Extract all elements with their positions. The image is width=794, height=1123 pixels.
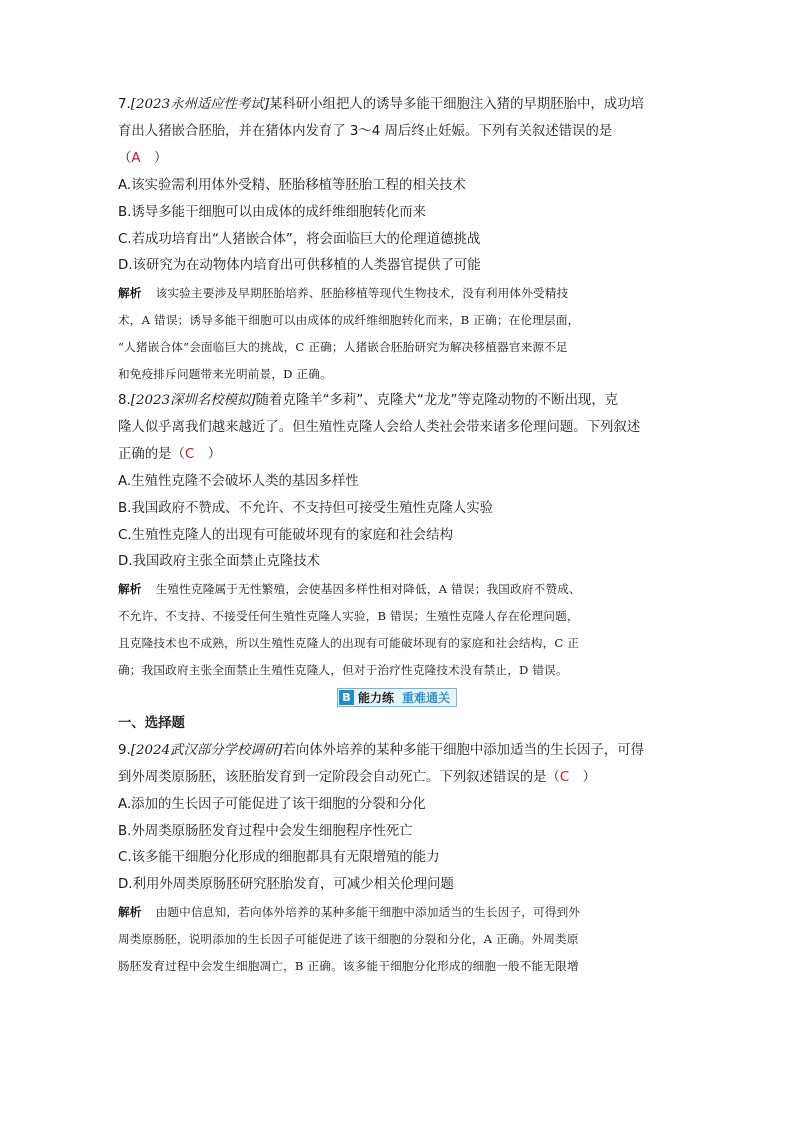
option-b: B.外周类原肠胚发育过程中会发生细胞程序性死亡 <box>118 823 413 839</box>
explanation-line: 和免疫排斥问题带来光明前景，D 正确。 <box>118 367 332 382</box>
document-page <box>118 92 676 980</box>
option-a: A.该实验需利用体外受精、胚胎移植等胚胎工程的相关技术 <box>118 177 466 193</box>
explanation-line: 术，A 错误；诱导多能干细胞可以由成体的成纤维细胞转化而来，B 正确；在伦理层面， <box>118 313 580 328</box>
question-source: [2023深圳名校模拟] <box>130 392 256 408</box>
option-c: C.生殖性克隆人的出现有可能破坏现有的家庭和社会结构 <box>118 527 453 543</box>
explanation-line: 确；我国政府主张全面禁止生殖性克隆人，但对于治疗性克隆技术没有禁止，D 错误。 <box>118 663 568 678</box>
level-badge: B <box>339 690 354 705</box>
answer-line: （A ） <box>118 150 168 166</box>
question-stem: 育出人猪嵌合胚胎，并在猪体内发育了 3～4 周后终止妊娠。下列有关叙述错误的是 <box>118 123 613 139</box>
question-stem: 7.[2023永州适应性考试]某科研小组把人的诱导多能干细胞注入猪的早期胚胎中，成功培 <box>118 97 644 112</box>
option-a: A.生殖性克隆不会破坏人类的基因多样性 <box>118 473 359 489</box>
explanation-line: 不允许、不支持、不接受任何生殖性克隆人实验，B 错误；生殖性克隆人存在伦理问题， <box>118 609 579 624</box>
option-c: C.若成功培育出“人猪嵌合体”，将会面临巨大的伦理道德挑战 <box>118 231 481 247</box>
option-d: D.我国政府主张全面禁止克隆技术 <box>118 554 321 570</box>
option-d: D.利用外周类原肠胚研究胚胎发育，可减少相关伦理问题 <box>118 877 454 893</box>
section-banner <box>118 684 676 711</box>
explanation-line: 肠胚发育过程中会发生细胞凋亡，B 正确。该多能干细胞分化形成的细胞一般不能无限增 <box>118 959 579 974</box>
ability-practice-banner <box>337 688 457 707</box>
question-7 <box>118 92 676 388</box>
answer-letter: A <box>131 150 141 166</box>
question-8 <box>118 388 676 684</box>
option-b: B.诱导多能干细胞可以由成体的成纤维细胞转化而来 <box>118 204 427 220</box>
option-b: B.我国政府不赞成、不允许、不支持但可接受生殖性克隆人实验 <box>118 500 493 516</box>
explanation-line: 周类原肠胚，说明添加的生长因子可能促进了该干细胞的分裂和分化，A 正确。外周类原 <box>118 932 579 947</box>
question-9 <box>118 738 676 980</box>
question-stem: 9.[2024武汉部分学校调研]若向体外培养的某种多能干细胞中添加适当的生长因子，可得 <box>118 742 644 758</box>
explanation-line: 解析 由题中信息知，若向体外培养的某种多能干细胞中添加适当的生长因子，可得到外 <box>118 905 581 920</box>
answer-line: 正确的是（C ） <box>118 446 222 462</box>
question-stem: 隆人似乎离我们越来越近了。但生殖性克隆人会给人类社会带来诸多伦理问题。下列叙述 <box>118 419 641 435</box>
option-c: C.该多能干细胞分化形成的细胞都具有无限增殖的能力 <box>118 850 440 866</box>
option-a: A.添加的生长因子可能促进了该干细胞的分裂和分化 <box>118 796 426 812</box>
section-title: 一、选择题 <box>118 715 185 731</box>
question-source: [2023永州适应性考试] <box>130 97 270 112</box>
explanation-line: 解析 该实验主要涉及早期胚胎培养、胚胎移植等现代生物技术，没有利用体外受精技 <box>118 286 569 301</box>
banner-subtitle: 重难通关 <box>402 690 451 705</box>
explanation-line: “人猪嵌合体”会面临巨大的挑战，C 正确；人猪嵌合胚胎研究为解决移植器官来源不足 <box>118 340 568 355</box>
answer-line: 到外周类原肠胚，该胚胎发育到一定阶段会自动死亡。下列叙述错误的是（C ） <box>118 769 597 785</box>
explanation-label: 解析 <box>118 582 142 597</box>
answer-letter: C <box>184 446 195 462</box>
explanation-label: 解析 <box>118 905 142 920</box>
option-d: D.该研究为在动物体内培育出可供移植的人类器官提供了可能 <box>118 258 481 274</box>
explanation-line: 解析 生殖性克隆属于无性繁殖，会使基因多样性相对降低，A 错误；我国政府不赞成、 <box>118 582 581 597</box>
question-stem: 8.[2023深圳名校模拟]随着克隆羊“多莉”、克隆犬“龙龙”等克隆动物的不断出现，克 <box>118 392 619 408</box>
explanation-line: 且克隆技术也不成熟，所以生殖性克隆人的出现有可能破坏现有的家庭和社会结构，C 正 <box>118 636 580 651</box>
question-source: [2024武汉部分学校调研] <box>130 742 283 758</box>
answer-letter: C <box>559 769 570 785</box>
banner-title: 能力练 <box>357 690 394 705</box>
explanation-label: 解析 <box>118 286 142 301</box>
